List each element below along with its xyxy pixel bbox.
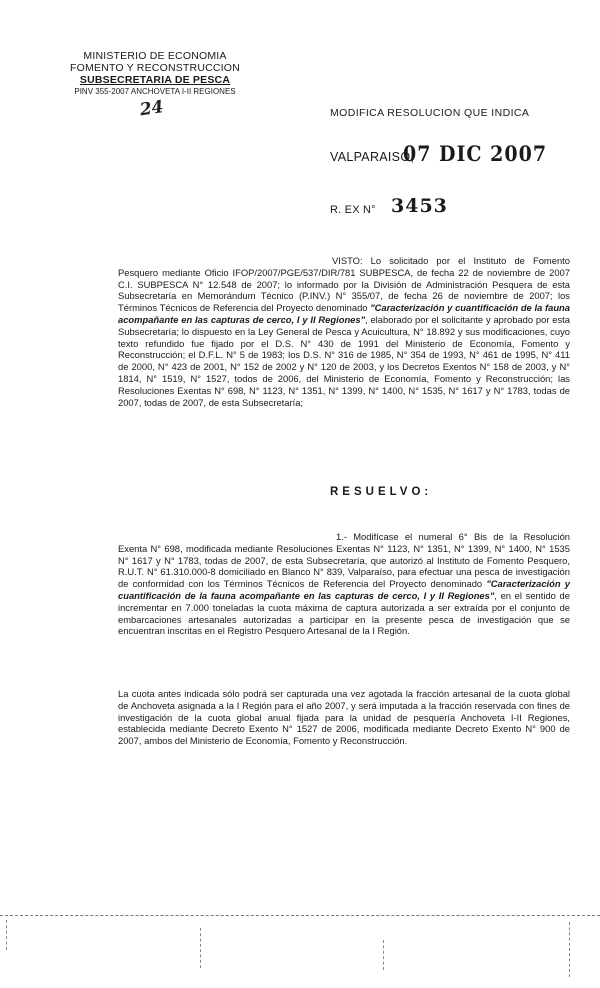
scan-artifact-line: [6, 920, 7, 950]
subsecretaria-name: SUBSECRETARIA DE PESCA: [79, 74, 231, 86]
resolution-number-label: R. EX N°: [330, 204, 376, 216]
stamped-date: 07 DIC 2007: [403, 141, 548, 167]
scan-artifact-line: [569, 922, 570, 977]
project-name: "Caracterización y cuantificación de la fauna acompañante en las capturas de cerco, I y II Regiones": [118, 302, 570, 325]
visto-paragraph: VISTO: Lo solicitado por el Instituto de Fomento Pesquero mediante Oficio IFOP/2007/PGE/537/DIR/781 SUBPESCA, de fecha 22 de noviembre de 2007 C.I. SUBPESCA N° 12.548 de 2007; lo informado por la División de Administración Pesquera de esta Subsecretaría en Memorándum Técnico (P.INV.) N° 355/07, de fecha 26 de noviembre de 2007; los Términos Técnicos de Referencia del Proyecto denominado "Caracterización y cuantificación de la fauna acompañante en las capturas de cerco, I y II Regiones", elaborado por el solicitante y aprobado por esta Subsecretaría; lo dispuesto en la Ley General de Pesca y Acuicultura, N° 18.892 y sus modificaciones, cuyo texto refundido fue fijado por el D.S. N° 430 de 1991 del Ministerio de Economía, Fomento y Reconstrucción; el D.F.L. N° 5 de 1983; los D.S. N° 316 de 1985, N° 354 de 1993, N° 461 de 1995, N° 411 de 2000, N° 423 de 2001, N° 152 de 2002 y N° 120 de 2003, y los Decretos Exentos N° 158 de 2003, y N° 1814, N° 1519, N° 1527, todos de 2006, del Ministerio de Economía, Fomento y Reconstrucción; las Resoluciones Exentas N° 698, N° 1123, N° 1351, N° 1399, N° 1400, N° 1535, N° 1617 y N° 1783, todas de 2007, todas de 2007, de esta Subsecretaría;: [118, 255, 570, 408]
letterhead: [40, 50, 270, 98]
place-label: VALPARAISO,: [330, 150, 415, 164]
ministry-subtitle: FOMENTO Y RECONSTRUCCION: [70, 62, 240, 74]
scan-artifact-line: [200, 928, 201, 968]
page-divider: [0, 915, 600, 916]
scan-artifact-line: [383, 940, 384, 970]
quota-paragraph: La cuota antes indicada sólo podrá ser capturada una vez agotada la fracción artesanal de la cuota global de Anchoveta asignada a la I Región para el año 2007, y será imputada a la fracción reservada con fines de investigación de la cuota global anual fijada para la unidad de pesquería Anchoveta I-II Regiones, establecida mediante Decreto Exento N° 1527 de 2006, modificada mediante Decreto Exento N° 900 de 2007, ambos del Ministerio de Economía, Fomento y Reconstrucción.: [118, 688, 570, 747]
resolution-number: 3453: [391, 195, 448, 217]
project-name: "Caracterización y cuantificación de la fauna acompañante en las capturas de cerco, I y II Regiones": [118, 578, 570, 601]
document-title: MODIFICA RESOLUCION QUE INDICA: [330, 107, 530, 119]
project-reference: PINV 355-2007 ANCHOVETA I-II REGIONES: [74, 87, 236, 96]
resolution-item-1: 1.- Modifícase el numeral 6° Bis de la Resolución Exenta N° 698, modificada mediante Resoluciones Exentas N° 1123, N° 1351, N° 1399, N° 1400, N° 1535 N° 1617 y N° 1783, todas de 2007, de esta Subsecretaría, que autorizó al Instituto de Fomento Pesquero, R.U.T. N° 61.310.000-8 domiciliado en Blanco N° 839, Valparaíso, para efectuar una pesca de investigación de conformidad con los Términos Técnicos de Referencia del Proyecto denominado "Caracterización y cuantificación de la fauna acompañante en las capturas de cerco, I y II Regiones", en el sentido de incrementar en 7.000 toneladas la cuota máxima de captura autorizada a ser extraída por el conjunto de embarcaciones artesanales autorizadas a participar en la presente pesca de investigación que se encuentran inscritas en el Registro Pesquero Artesanal de la I Región.: [118, 531, 570, 637]
resuelvo-heading: RESUELVO:: [330, 486, 433, 498]
ministry-name: MINISTERIO DE ECONOMIA: [83, 50, 227, 62]
handwritten-stamp: 24: [138, 97, 165, 121]
